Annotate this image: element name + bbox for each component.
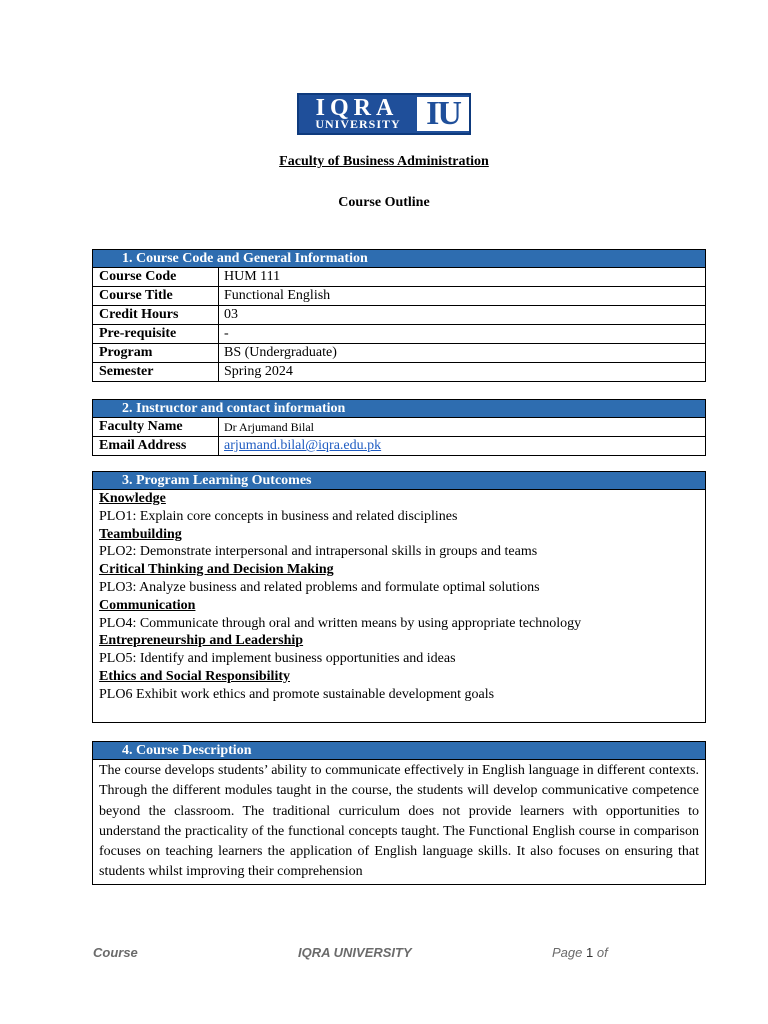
outcome-text: PLO6 Exhibit work ethics and promote sustainable development goals <box>99 686 495 702</box>
outcome-heading: Knowledge <box>99 491 166 506</box>
row-value: Functional English <box>224 288 331 303</box>
row-label: Course Title <box>93 287 219 305</box>
footer-left: Course <box>93 945 138 960</box>
outcome-heading: Teambuilding <box>99 526 182 542</box>
section-title: 3. Program Learning Outcomes <box>93 472 705 490</box>
outcome-text: PLO3: Analyze business and related problems and formulate optimal solutions <box>99 579 540 595</box>
outcome-heading: Entrepreneurship and Leadership <box>99 633 304 649</box>
table-row <box>93 324 705 343</box>
section-instructor <box>92 399 706 456</box>
section-learning-outcomes <box>92 471 706 723</box>
email-label: Email Address <box>93 437 219 455</box>
row-label: Program <box>93 344 219 362</box>
university-logo <box>297 93 471 135</box>
row-value: 03 <box>224 307 238 322</box>
table-row <box>93 343 705 362</box>
row-label: Semester <box>93 363 219 381</box>
outcome-text: PLO1: Explain core concepts in business and related disciplines <box>99 508 458 524</box>
faculty-name-value: Dr Arjumand Bilal <box>224 420 314 434</box>
table-row <box>93 362 705 381</box>
logo-mark: IU <box>417 97 469 131</box>
page-number: 1 <box>586 945 594 960</box>
outcome-heading: Critical Thinking and Decision Making <box>99 562 334 578</box>
footer-page <box>552 945 608 960</box>
section-title: 4. Course Description <box>93 742 705 760</box>
row-value: HUM 111 <box>224 269 281 284</box>
logo-subtitle: UNIVERSITY <box>315 117 401 131</box>
faculty-heading: Faculty of Business Administration <box>279 154 489 169</box>
section-course-description <box>92 741 706 885</box>
email-link[interactable]: arjumand.bilal@iqra.edu.pk <box>224 438 382 453</box>
section-title: 2. Instructor and contact information <box>93 400 705 418</box>
page-suffix: of <box>596 945 608 960</box>
outcomes-list <box>93 490 705 722</box>
table-row <box>93 286 705 305</box>
document-title: Course Outline <box>338 195 430 210</box>
outcome-text: PLO4: Communicate through oral and written means by using appropriate technology <box>99 615 582 631</box>
faculty-name-label: Faculty Name <box>93 418 219 436</box>
table-row <box>93 436 705 455</box>
logo-wordmark <box>299 95 415 133</box>
table-row <box>93 305 705 324</box>
row-label: Pre-requisite <box>93 325 219 343</box>
logo-name: IQRA <box>315 95 399 121</box>
course-description-text: The course develops students’ ability to communicate effectively in English language in different contexts. Through the different modules taught in the course, the students will develop communicative competence beyond the classroom. The traditional curriculum does not provide learners with opportunities to understand the practicality of the functional concepts taught. The Functional English course in comparison focuses on teaching learners the application of English language skills. It also focuses on ensuring that students whilst improving their comprehension <box>99 763 699 880</box>
outcome-heading: Communication <box>99 597 196 613</box>
table-row <box>93 418 705 436</box>
section-title: 1. Course Code and General Information <box>93 250 705 268</box>
row-label: Course Code <box>93 268 219 286</box>
row-label: Credit Hours <box>93 306 219 324</box>
outcome-text: PLO2: Demonstrate interpersonal and intrapersonal skills in groups and teams <box>99 544 538 560</box>
footer-center: IQRA UNIVERSITY <box>298 945 412 960</box>
outcome-heading: Ethics and Social Responsibility <box>99 668 290 684</box>
outcome-text: PLO5: Identify and implement business opportunities and ideas <box>99 651 456 667</box>
row-value: Spring 2024 <box>224 364 293 379</box>
page-prefix: Page <box>552 945 583 960</box>
row-value: - <box>224 326 229 341</box>
section-course-info <box>92 249 706 382</box>
table-row <box>93 268 705 286</box>
row-value: BS (Undergraduate) <box>224 345 337 360</box>
